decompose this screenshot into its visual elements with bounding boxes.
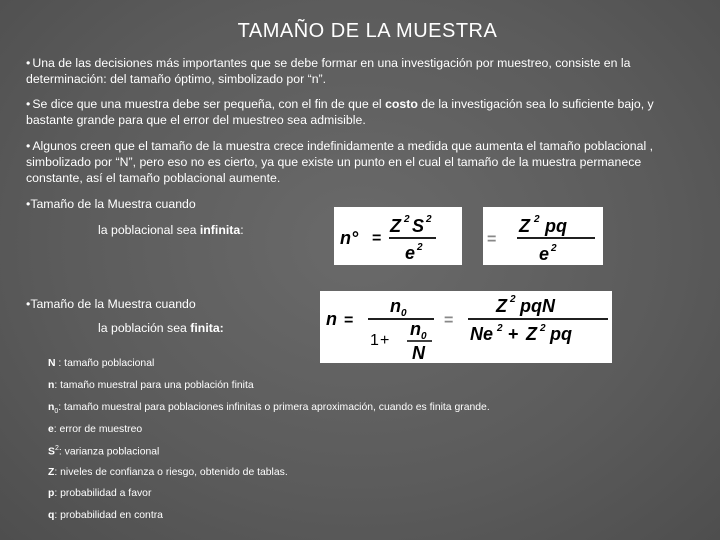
- formula-symbol: n°: [340, 228, 359, 248]
- formula-symbol: =: [344, 312, 354, 329]
- finite-emphasis: finita:: [190, 321, 224, 335]
- formula-symbol: Z: [526, 324, 537, 344]
- legend-item-N: [48, 358, 154, 369]
- bullet: •: [26, 197, 31, 211]
- infinite-heading-text: Tamaño de la Muestra cuando: [30, 197, 196, 211]
- legend-symbol: n: [48, 380, 55, 391]
- formula-symbol: 0: [401, 308, 407, 319]
- legend-text: : probabilidad en contra: [54, 510, 163, 521]
- legend-symbol: e: [48, 424, 54, 435]
- infinite-heading: [26, 197, 196, 211]
- legend-text: : tamaño muestral para poblaciones infinitas o primera aproximación, cuando es finita grande.: [58, 402, 490, 413]
- formula-symbol: 0: [421, 331, 427, 342]
- legend-symbol: p: [48, 488, 55, 499]
- legend-text: : varianza poblacional: [58, 446, 160, 458]
- legend-item-n0: [48, 402, 490, 415]
- legend-item-Z: [48, 467, 288, 478]
- formula-symbol: 2: [534, 214, 540, 225]
- formula-symbol: n: [390, 296, 401, 316]
- legend-text: : tamaño muestral para una población finita: [54, 380, 254, 391]
- bullet: •: [26, 139, 31, 153]
- formula-symbol: +: [380, 332, 390, 349]
- slide-title: TAMAÑO DE LA MUESTRA: [237, 20, 498, 42]
- legend-symbol: q: [48, 510, 55, 521]
- formula-symbol: 2: [540, 323, 546, 334]
- formula-symbol: S: [412, 216, 425, 236]
- legend-item-s2: [48, 445, 159, 457]
- legend-symbol: n: [48, 402, 55, 413]
- formula-symbol: =: [444, 312, 454, 329]
- finite-subheading: [98, 321, 224, 335]
- paragraph-decision: [26, 55, 696, 87]
- formula-symbol: 2: [551, 243, 557, 254]
- formula-symbol: n: [326, 309, 337, 329]
- infinite-colon: :: [240, 223, 244, 237]
- formula-finite: [320, 291, 612, 363]
- formula-symbol: 2: [510, 294, 516, 305]
- paragraph-text: de la investigación sea lo suficiente bajo, y bastante grande para que el error del muestreo sea admisible.: [26, 97, 654, 127]
- paragraph-growth: [26, 138, 696, 186]
- legend-item-n: [48, 380, 254, 391]
- formula-symbol: 2: [404, 214, 410, 225]
- legend-text: : tamaño poblacional: [55, 358, 155, 369]
- bullet: •: [26, 297, 31, 311]
- formula-symbol: pq: [545, 216, 567, 236]
- formula-symbol: Z: [519, 216, 530, 236]
- legend-superscript: 2: [54, 445, 59, 452]
- legend-item-e: [48, 424, 142, 435]
- legend-text: : niveles de confianza o riesgo, obtenido de tablas.: [54, 467, 288, 478]
- formula-symbol: 2: [426, 214, 432, 225]
- legend-symbol: Z: [48, 467, 55, 478]
- formula-symbol: =: [487, 231, 497, 248]
- formula-symbol: 2: [497, 323, 503, 334]
- legend-text: : probabilidad a favor: [54, 488, 152, 499]
- formula-symbol: Z: [496, 296, 507, 316]
- infinite-subheading-text: la poblacional sea: [98, 223, 200, 237]
- formula-symbol: +: [508, 324, 519, 344]
- formula-symbol: pqN: [520, 296, 555, 316]
- infinite-subheading: [98, 223, 244, 237]
- infinite-emphasis: infinita: [199, 223, 241, 237]
- finite-subheading-text: la población sea: [98, 321, 191, 335]
- formula-symbol: pq: [550, 324, 572, 344]
- legend-symbol: S: [48, 446, 55, 458]
- formula-symbol: Z: [390, 216, 401, 236]
- formula-symbol: N: [412, 343, 425, 363]
- legend-symbol: N: [48, 358, 56, 369]
- paragraph-text: Una de las decisiones más importantes que se debe formar en una investigación por muestreo, consiste en la determinación: del tamaño óptimo, simbolizado por “n”.: [26, 56, 631, 86]
- legend-text: : error de muestreo: [53, 424, 143, 435]
- bullet: •: [26, 56, 31, 70]
- formula-symbol: e: [405, 243, 416, 263]
- legend-item-p: [48, 488, 151, 499]
- formula-symbol: =: [372, 230, 382, 247]
- cost-emphasis: costo: [385, 97, 418, 111]
- formula-symbol: 2: [417, 242, 423, 253]
- formula-infinite-ns: [334, 207, 462, 265]
- legend-subscript: 0: [54, 408, 59, 416]
- paragraph-text: Algunos creen que el tamaño de la muestra crece indefinidamente a medida que aumenta el tamaño poblacional , simbolizado por “N”, pero eso no es cierto, ya que existe un punto en el cual el tamaño de la muestra permanece constante, así el tamaño poblacional aumente.: [26, 139, 654, 185]
- formula-symbol: e: [539, 244, 550, 264]
- formula-symbol: Ne: [470, 324, 494, 344]
- bullet: •: [26, 97, 31, 111]
- formula-symbol: n: [410, 319, 421, 339]
- formula-symbol: 1: [370, 332, 379, 349]
- legend-item-q: [48, 510, 163, 521]
- paragraph-text: Se dice que una muestra debe ser pequeña, con el fin de que el: [32, 97, 386, 111]
- finite-heading: [26, 297, 196, 311]
- finite-heading-text: Tamaño de la Muestra cuando: [30, 297, 196, 311]
- formula-infinite-pq: [483, 207, 603, 265]
- paragraph-cost: [26, 96, 696, 128]
